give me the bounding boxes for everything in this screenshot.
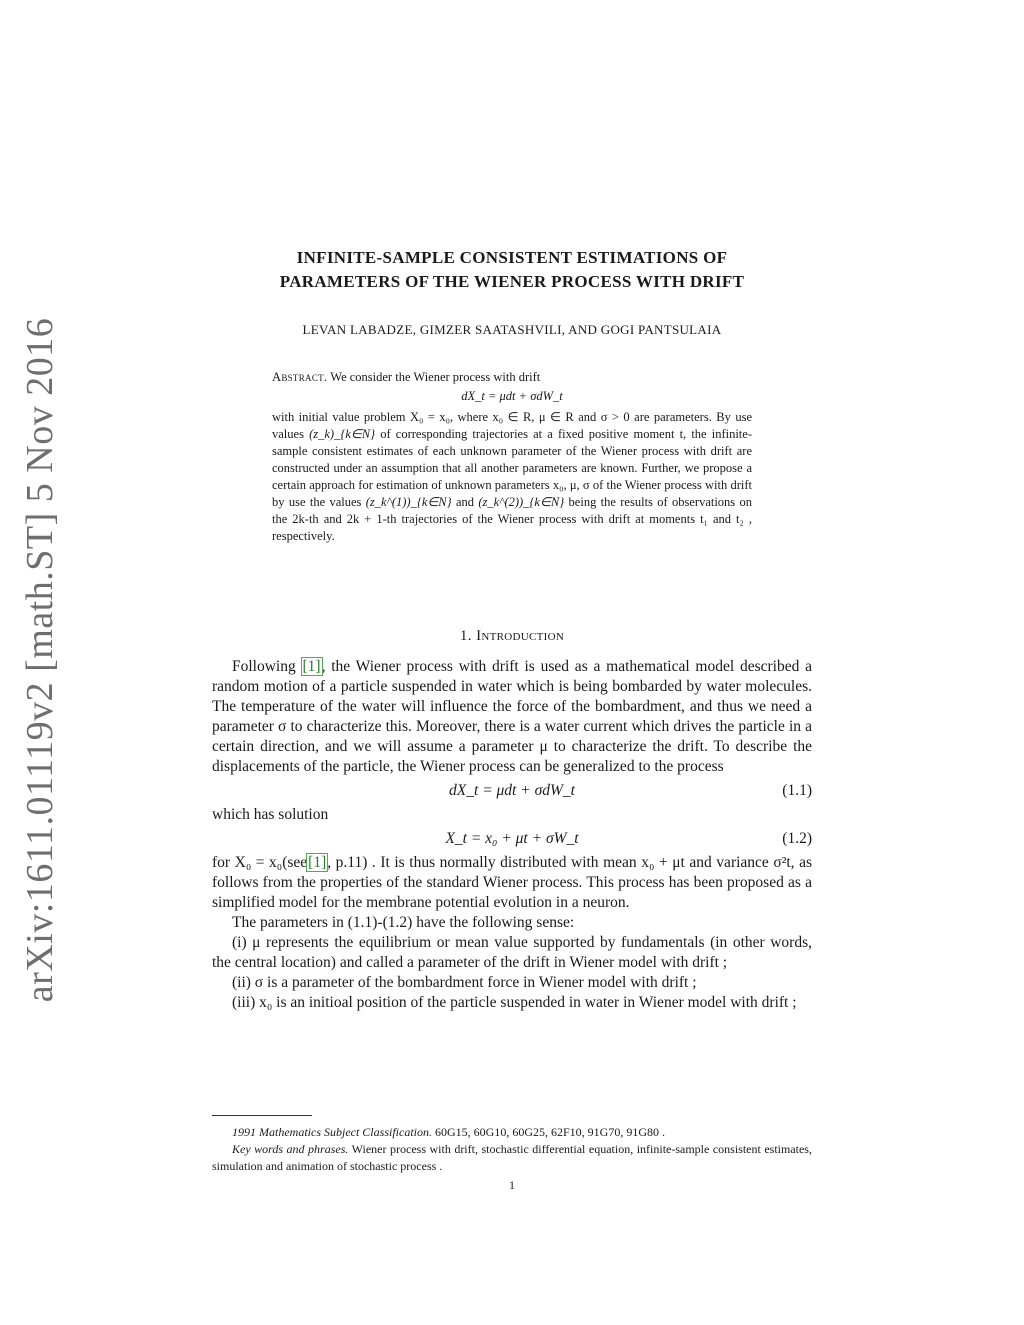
intro-paragraph-1 bbox=[212, 657, 812, 777]
author-list: LEVAN LABADZE, GIMZER SAATASHVILI, AND GOGI PANTSULAIA bbox=[302, 322, 722, 337]
footnote-msc bbox=[212, 1124, 812, 1141]
abstract-intro bbox=[272, 369, 752, 386]
list-item-ii: (ii) σ is a parameter of the bombardment force in Wiener model with drift ; bbox=[232, 974, 697, 991]
equation-1-1 bbox=[212, 777, 812, 805]
citation-link-1[interactable]: [1] bbox=[302, 658, 321, 675]
abstract-and: and bbox=[455, 495, 474, 509]
footnote-keywords-label: Key words and phrases. bbox=[232, 1142, 349, 1156]
footnotes bbox=[212, 1124, 812, 1175]
footnote-keywords-text: Wiener process with drift, stochastic differential equation, infinite-sample consistent estimates, simulation and animation of stochastic process . bbox=[212, 1142, 812, 1173]
abstract-body-middle: of corresponding trajectories at a fixed positive moment t, the infinite-sample consistent estimates of each unknown parameter of the Wiener process with drift are constructed under an assumption that all another parameters are known. Further, we propose a certain approach for estimation of unknown parameters x₀, μ, σ of the Wiener process with drift by use the values bbox=[272, 427, 752, 509]
intro-text-lead: Following bbox=[232, 658, 296, 675]
abstract-z2-sequence: (z_k^(2))_{k∈N} bbox=[478, 495, 565, 509]
footnote-msc-codes: 60G15, 60G10, 60G25, 62F10, 91G70, 91G80 . bbox=[434, 1125, 665, 1139]
page-number: 1 bbox=[509, 1178, 515, 1192]
equation-1-2 bbox=[212, 825, 812, 853]
list-item-iii: (iii) x₀ is an initioal position of the particle suspended in water in Wiener model with drift ; bbox=[232, 994, 797, 1011]
introduction-body bbox=[212, 657, 812, 1013]
abstract-equation: dX_t = μdt + σdW_t bbox=[461, 389, 563, 403]
citation-link-1-second[interactable]: [1] bbox=[308, 854, 327, 871]
equation-1-2-number: (1.2) bbox=[782, 830, 812, 847]
section-number: 1. bbox=[459, 628, 472, 644]
title-line-1: INFINITE-SAMPLE CONSISTENT ESTIMATIONS OF bbox=[296, 248, 728, 267]
abstract-z-sequence: (z_k)_{k∈N} bbox=[309, 427, 376, 441]
abstract-body-start: with initial value problem X₀ = x₀, where x₀ ∈ R, μ ∈ R and σ > 0 are parameters. By use values bbox=[272, 410, 752, 441]
section-title: Introduction bbox=[476, 628, 565, 644]
abstract-z1-sequence: (z_k^(1))_{k∈N} bbox=[365, 495, 452, 509]
which-has-solution: which has solution bbox=[212, 806, 329, 823]
abstract-intro-text: We consider the Wiener process with drift bbox=[330, 370, 541, 384]
footnote-divider bbox=[212, 1115, 312, 1116]
abstract-body bbox=[272, 409, 752, 545]
footnote-keywords bbox=[212, 1141, 812, 1175]
footnote-msc-label: 1991 Mathematics Subject Classification. bbox=[232, 1125, 432, 1139]
abstract bbox=[272, 369, 752, 545]
arxiv-side-stamp bbox=[8, 317, 72, 1003]
equation-1-1-number: (1.1) bbox=[782, 782, 812, 799]
solution-text-rest: , p.11) . It is thus normally distributed with mean x₀ + μt and variance σ²t, as follows from the properties of the standard Wiener process. This process has been proposed as a simplified model for the membrane potential evolution in a neuron. bbox=[212, 854, 812, 911]
parameters-intro: The parameters in (1.1)-(1.2) have the following sense: bbox=[232, 914, 575, 931]
section-heading-introduction bbox=[212, 628, 812, 645]
paper-title bbox=[212, 246, 812, 294]
equation-1-1-math: dX_t = μdt + σdW_t bbox=[449, 782, 575, 799]
solution-paragraph bbox=[212, 853, 812, 913]
intro-text-rest: , the Wiener process with drift is used as a mathematical model described a random motion of a particle suspended in water which is being bombarded by water molecules. The temperature of the water will influence the force of the bombardment, and thus we need a parameter σ to characterize this. Moreover, there is a water current which drives the particle in a certain direction, and we will assume a parameter μ to characterize the drift. To describe the displacements of the particle, the Wiener process can be generalized to the process bbox=[212, 658, 812, 775]
abstract-body-tail: being the results of observations on the 2k-th and 2k + 1-th trajectories of the Wiener process with drift at moments t₁ and t₂ , respectively. bbox=[272, 495, 753, 543]
list-item-i: (i) μ represents the equilibrium or mean value supported by fundamentals (in other words, the central location) and called a parameter of the drift in Wiener model with drift ; bbox=[212, 934, 812, 971]
abstract-label: Abstract. bbox=[272, 370, 328, 384]
arxiv-identifier[interactable]: arXiv:1611.01119v2 [math.ST] 5 Nov 2016 bbox=[19, 317, 61, 1003]
solution-text-lead: for X₀ = x₀(see bbox=[212, 854, 308, 871]
title-line-2: PARAMETERS OF THE WIENER PROCESS WITH DRIFT bbox=[279, 272, 745, 291]
equation-1-2-math: X_t = x₀ + μt + σW_t bbox=[445, 830, 579, 847]
